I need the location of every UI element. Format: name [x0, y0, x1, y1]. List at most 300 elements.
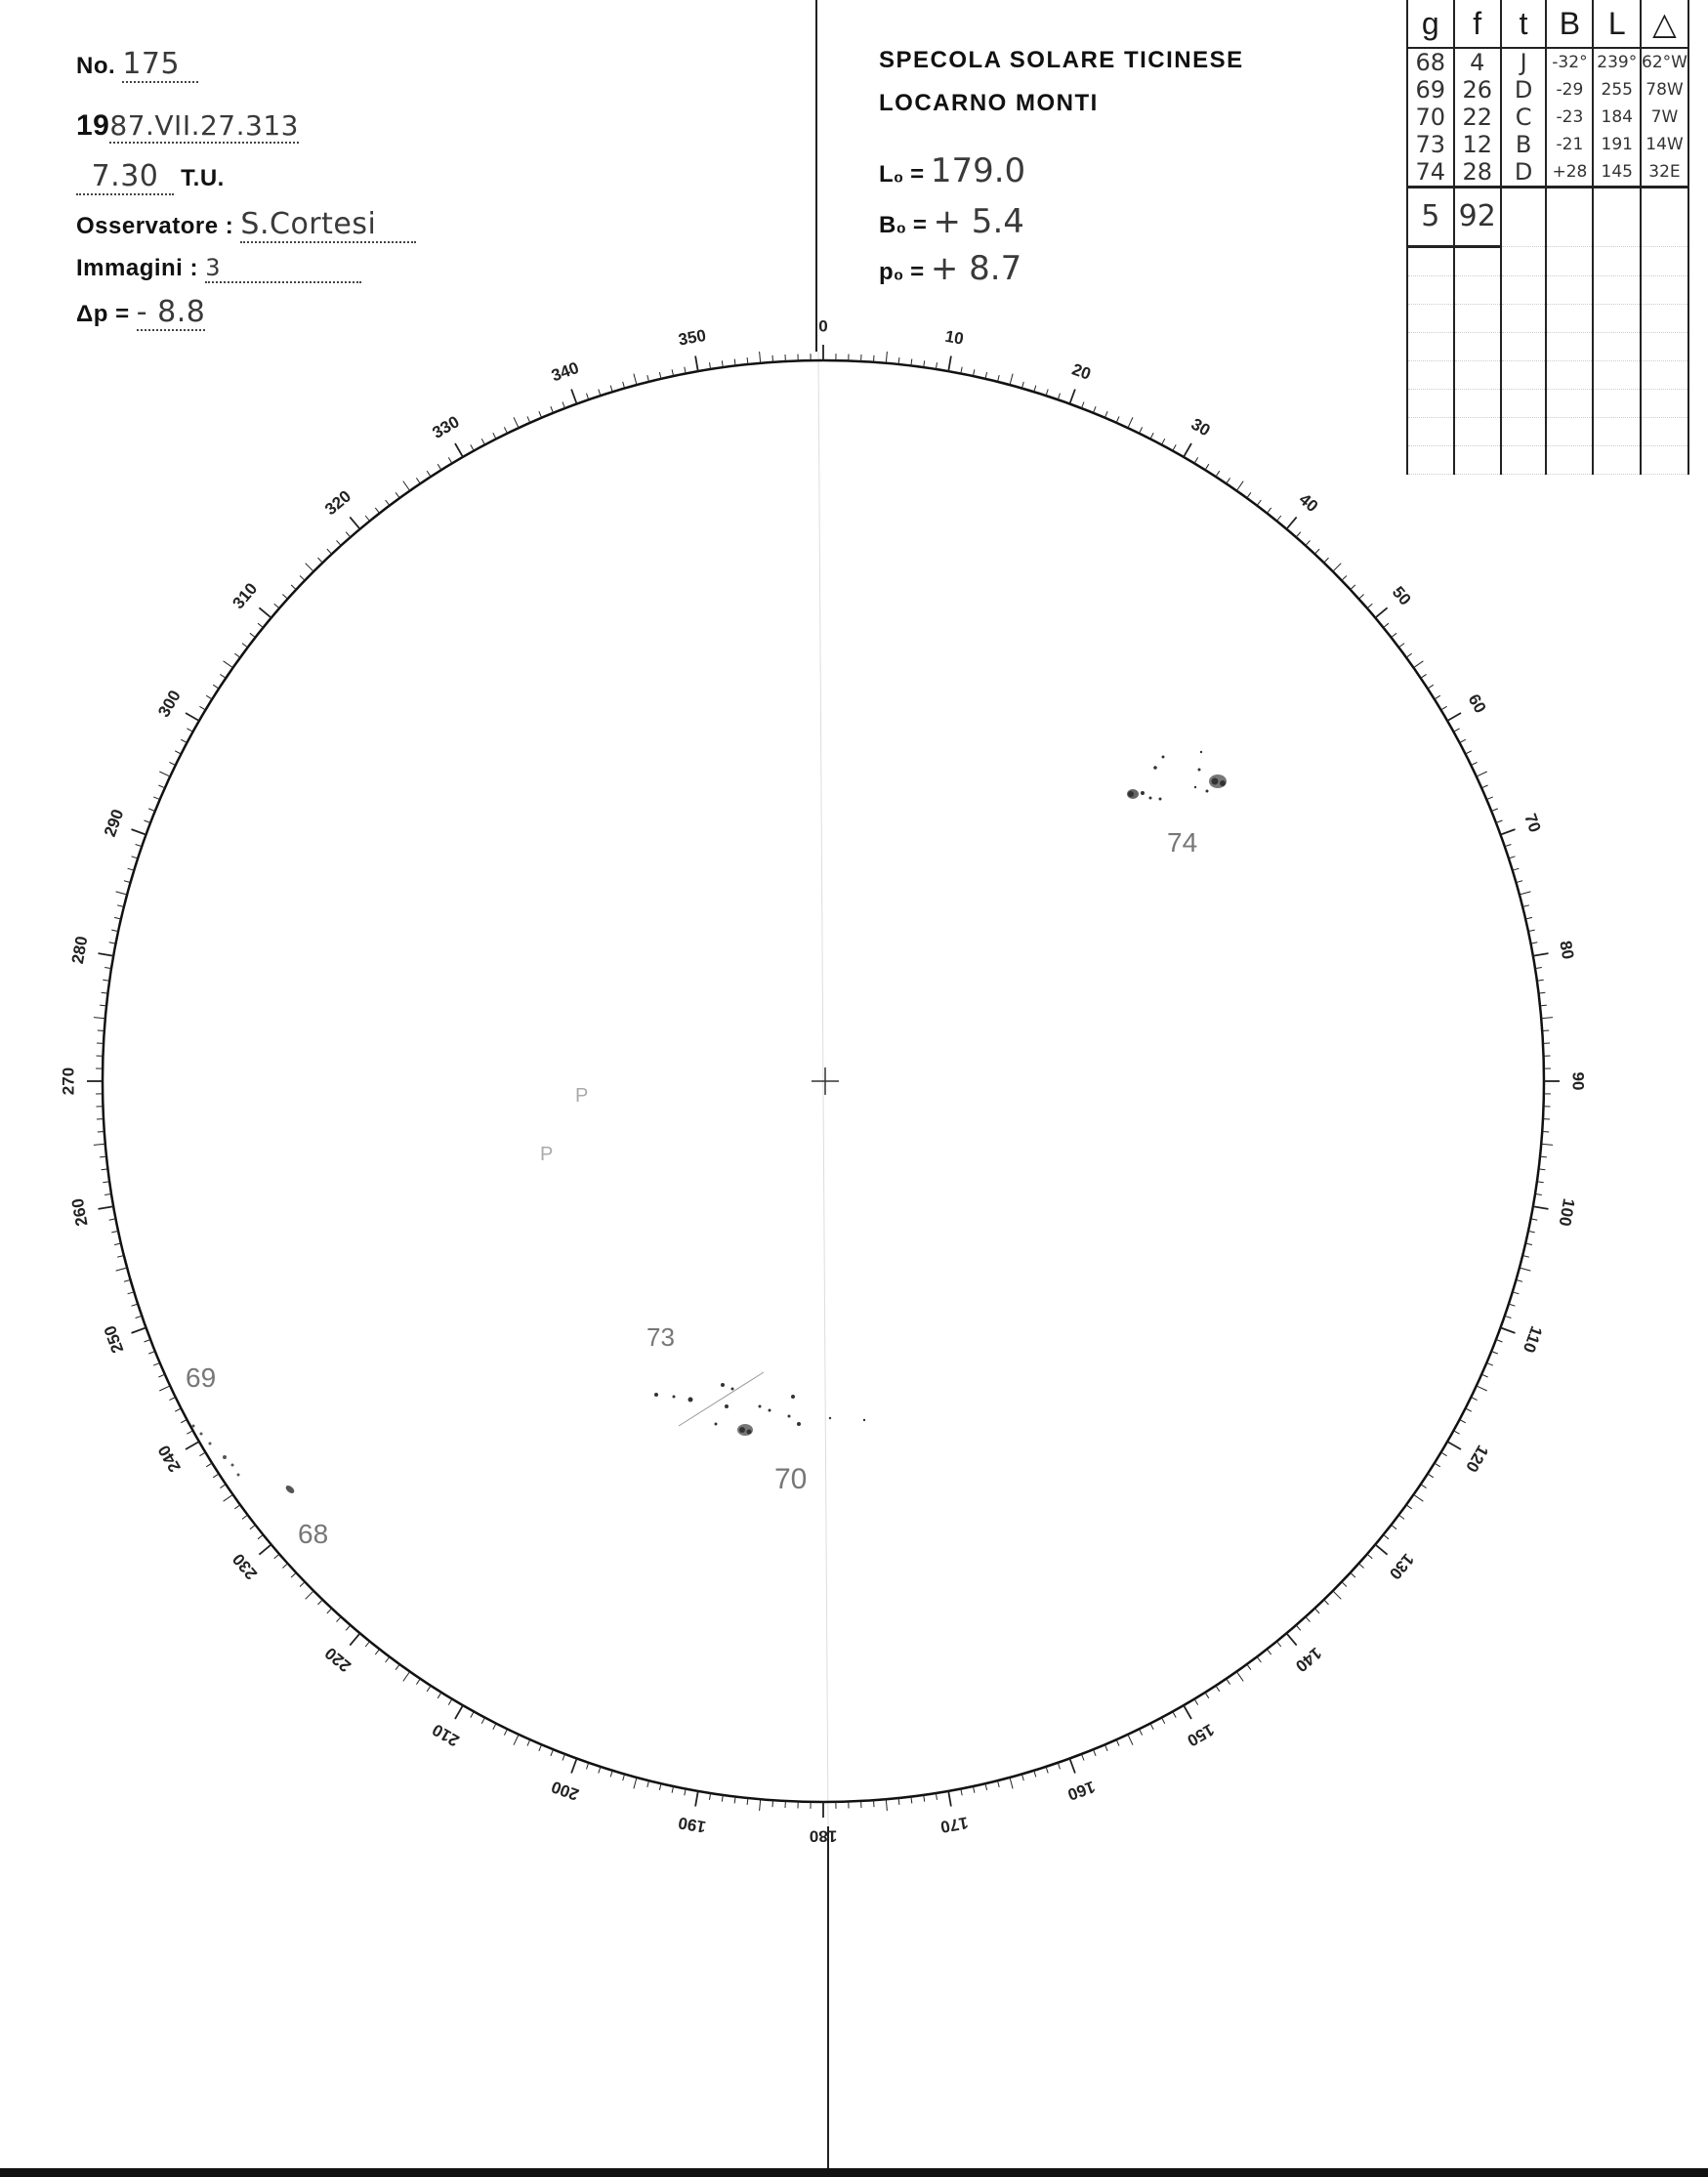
degree-tick — [169, 762, 175, 765]
degree-tick — [772, 1800, 773, 1807]
degree-tick — [1116, 416, 1119, 422]
degree-tick — [427, 471, 431, 477]
degree-tick — [448, 1699, 452, 1705]
degree-tick — [1406, 1505, 1412, 1509]
degree-tick — [760, 1799, 761, 1811]
degree-tick-label: 230 — [229, 1549, 262, 1583]
degree-tick — [1314, 1609, 1319, 1613]
degree-tick — [455, 1705, 463, 1719]
degree-tick — [551, 1749, 554, 1756]
table-cell: 145 — [1593, 158, 1640, 188]
degree-tick — [1216, 471, 1220, 477]
degree-tick — [493, 1724, 496, 1730]
degree-tick — [599, 1767, 601, 1774]
degree-tick — [1082, 402, 1085, 409]
degree-tick — [1358, 595, 1363, 600]
degree-tick-label: 90 — [1568, 1071, 1588, 1091]
sunspot-group-68 — [284, 1484, 296, 1494]
table-cell: -32° — [1546, 48, 1593, 76]
disk-center-cross — [812, 1068, 839, 1095]
table-cell: D — [1501, 158, 1547, 188]
degree-tick — [1247, 1664, 1251, 1670]
degree-tick — [145, 1340, 151, 1343]
degree-tick — [1140, 1729, 1143, 1735]
degree-tick — [504, 427, 507, 433]
degree-tick — [1306, 540, 1311, 545]
degree-tick — [132, 1304, 139, 1306]
degree-tick — [136, 1316, 143, 1318]
col-header-f: f — [1454, 0, 1501, 48]
group-label-69: 69 — [186, 1362, 217, 1393]
degree-tick — [1184, 1705, 1191, 1719]
degree-tick — [1194, 457, 1198, 463]
degree-tick-label: 290 — [100, 807, 128, 840]
degree-tick — [1466, 1408, 1472, 1411]
degree-tick-label: 350 — [677, 325, 708, 350]
degree-tick — [1058, 1763, 1060, 1770]
degree-tick — [250, 633, 256, 637]
degree-tick — [1205, 464, 1209, 470]
degree-tick — [94, 1018, 105, 1019]
degree-tick — [220, 674, 226, 678]
degree-tick — [1247, 492, 1251, 498]
degree-tick — [1104, 1744, 1107, 1751]
degree-tick-label: 180 — [809, 1826, 838, 1846]
group-label-74: 74 — [1167, 827, 1198, 858]
degree-tick — [1505, 845, 1512, 847]
degree-tick — [610, 1771, 612, 1778]
degree-tick — [306, 1591, 314, 1600]
degree-tick — [1010, 374, 1013, 386]
degree-tick — [1351, 585, 1355, 590]
degree-tick — [403, 1672, 410, 1682]
degree-tick — [181, 1420, 187, 1423]
degree-tick — [1533, 953, 1549, 956]
degree-tick — [318, 1600, 323, 1605]
degree-tick — [337, 1616, 342, 1621]
degree-tick — [1375, 607, 1387, 617]
degree-tick — [1140, 427, 1143, 433]
degree-tick — [1375, 1544, 1387, 1554]
group-label-70: 70 — [774, 1463, 808, 1495]
degree-tick — [186, 713, 199, 721]
degree-tick — [259, 607, 271, 617]
date-prefix: 19 — [76, 109, 110, 142]
degree-tick — [471, 1712, 474, 1718]
degree-tick — [1351, 1572, 1355, 1577]
degree-tick — [199, 706, 205, 710]
degree-tick — [1286, 517, 1296, 528]
table-cell: 14W — [1641, 131, 1688, 158]
delta-p-value: - 8.8 — [136, 295, 206, 329]
degree-tick — [291, 585, 296, 590]
table-cell: J — [1501, 48, 1547, 76]
degree-tick — [1094, 1749, 1097, 1756]
table-total-cell: 5 — [1407, 188, 1454, 247]
degree-tick — [1406, 653, 1412, 657]
degree-tick — [242, 644, 248, 648]
degree-tick — [187, 1431, 192, 1434]
degree-tick — [1276, 1642, 1280, 1648]
degree-tick — [318, 558, 323, 563]
delta-p-label: Δp = — [76, 301, 130, 327]
sunspot-group-70-73 — [654, 1372, 865, 1436]
degree-tick — [291, 1572, 296, 1577]
degree-tick — [1173, 444, 1176, 450]
degree-tick-label: 70 — [1521, 811, 1545, 835]
pencil-mark-p2: P — [540, 1144, 554, 1165]
degree-tick — [306, 564, 314, 572]
degree-tick — [1333, 1591, 1342, 1600]
degree-tick — [1496, 1340, 1503, 1343]
degree-tick-label: 160 — [1064, 1777, 1098, 1805]
degree-tick — [1216, 1686, 1220, 1692]
degree-tick — [493, 433, 496, 439]
degree-tick — [258, 623, 264, 627]
degree-tick — [1447, 1442, 1461, 1449]
degree-tick — [1392, 1525, 1397, 1528]
degree-tick — [158, 1374, 164, 1377]
degree-tick-label: 140 — [1291, 1643, 1325, 1676]
degree-tick — [1342, 576, 1347, 581]
degree-tick — [437, 464, 441, 470]
degree-tick — [1421, 1485, 1427, 1488]
table-cell: C — [1501, 104, 1547, 131]
degree-tick — [206, 695, 212, 699]
degree-tick — [1034, 386, 1036, 393]
degree-tick — [1358, 1564, 1363, 1569]
degree-tick — [1520, 1268, 1531, 1271]
table-cell: 191 — [1593, 131, 1640, 158]
degree-tick — [1046, 390, 1048, 397]
degree-tick — [99, 953, 114, 956]
degree-tick — [551, 406, 554, 413]
degree-tick — [98, 1132, 104, 1133]
degree-tick — [375, 1650, 379, 1655]
degree-tick — [132, 829, 146, 835]
degree-tick — [274, 604, 279, 608]
table-cell: 239° — [1593, 48, 1640, 76]
degree-tick — [213, 685, 219, 689]
degree-tick — [416, 478, 420, 483]
table-cell: D — [1501, 76, 1547, 104]
axis-faint-line — [818, 352, 828, 1826]
degree-tick — [1486, 1362, 1493, 1365]
degree-tick-label: 260 — [67, 1196, 92, 1228]
degree-tick — [396, 1664, 399, 1670]
degree-tick-label: 60 — [1464, 691, 1490, 717]
degree-tick — [206, 1463, 212, 1467]
degree-tick — [1034, 1771, 1036, 1778]
degree-tick-label: 110 — [1519, 1323, 1546, 1356]
degree-tick — [416, 1679, 420, 1685]
degree-tick — [1421, 674, 1427, 678]
P0-label: p₀ = — [879, 259, 925, 285]
degree-tick — [874, 356, 875, 362]
degree-tick — [1491, 809, 1498, 812]
degree-tick-label: 310 — [229, 579, 262, 613]
degree-tick — [1471, 762, 1477, 765]
degree-tick — [1414, 661, 1424, 668]
degree-tick — [350, 517, 359, 528]
degree-tick — [132, 1327, 146, 1333]
degree-tick — [145, 820, 151, 823]
degree-tick-label: 200 — [549, 1777, 582, 1805]
degree-tick-label: 240 — [154, 1442, 185, 1476]
degree-tick — [471, 444, 474, 450]
degree-tick — [1460, 1420, 1466, 1423]
table-cell: +28 — [1546, 158, 1593, 188]
table-cell: 22 — [1454, 104, 1501, 131]
table-cell: 70 — [1407, 104, 1454, 131]
degree-tick — [1367, 604, 1372, 608]
degree-tick — [539, 411, 542, 418]
degree-tick — [1333, 564, 1342, 572]
degree-tick — [327, 1609, 332, 1613]
degree-tick — [220, 1485, 226, 1488]
degree-tick — [514, 417, 519, 428]
degree-tick — [481, 439, 484, 444]
degree-tick — [199, 1452, 205, 1456]
degree-tick — [153, 797, 160, 800]
degree-tick-label: 340 — [549, 357, 582, 386]
degree-tick — [1481, 1374, 1487, 1377]
degree-tick — [1094, 406, 1097, 413]
degree-tick — [365, 1642, 369, 1648]
degree-tick — [1520, 892, 1531, 895]
degree-tick — [274, 1554, 279, 1559]
degree-tick-label: 320 — [321, 486, 355, 520]
images-label: Immagini : — [76, 255, 199, 281]
degree-tick — [695, 356, 698, 372]
degree-tick — [1236, 481, 1243, 491]
group-label-73: 73 — [646, 1322, 675, 1352]
degree-tick — [587, 1763, 589, 1770]
degree-tick — [1501, 1327, 1516, 1333]
degree-tick-label: 30 — [1187, 414, 1214, 440]
degree-tick — [1173, 1712, 1176, 1718]
degree-tick — [1466, 751, 1472, 754]
table-cell: 4 — [1454, 48, 1501, 76]
table-cell: 68 — [1407, 48, 1454, 76]
degree-tick-label: 270 — [59, 1067, 78, 1096]
degree-tick — [1441, 1452, 1447, 1456]
degree-tick — [1384, 1534, 1390, 1538]
degree-tick — [571, 390, 577, 404]
images-value: 3 — [205, 254, 361, 283]
degree-tick — [1541, 1018, 1553, 1019]
degree-tick — [234, 1505, 240, 1509]
degree-tick — [282, 1564, 287, 1569]
degree-tick — [181, 739, 187, 742]
observer-label: Osservatore : — [76, 213, 234, 239]
degree-tick — [224, 1494, 233, 1501]
degree-tick — [98, 1030, 104, 1031]
observer-value: S.Cortesi — [240, 207, 416, 243]
degree-tick — [1481, 785, 1487, 788]
degree-tick — [874, 1800, 875, 1807]
degree-tick — [1267, 1650, 1271, 1655]
degree-tick — [148, 1352, 155, 1355]
degree-tick — [1477, 1386, 1487, 1391]
degree-tick — [99, 1206, 114, 1209]
degree-tick — [136, 845, 143, 847]
degree-tick — [610, 386, 612, 393]
degree-tick — [1194, 1699, 1198, 1705]
degree-tick — [1513, 1292, 1520, 1294]
degree-tick — [1460, 739, 1466, 742]
degree-tick — [1342, 1582, 1347, 1587]
degree-tick — [403, 481, 410, 491]
group-label-68: 68 — [298, 1519, 329, 1549]
degree-tick — [455, 443, 463, 457]
col-header-g: g — [1407, 0, 1454, 48]
degree-tick — [1010, 1778, 1013, 1789]
degree-tick — [396, 492, 399, 498]
degree-tick-label: 130 — [1385, 1549, 1418, 1583]
degree-tick — [1533, 1206, 1549, 1209]
degree-tick — [504, 1729, 507, 1735]
degree-tick — [148, 809, 155, 812]
degree-tick — [116, 892, 128, 895]
sheet-number-value: 175 — [122, 47, 198, 83]
table-cell: 26 — [1454, 76, 1501, 104]
pencil-mark-p1: P — [575, 1085, 589, 1107]
degree-tick — [514, 1735, 519, 1745]
table-cell: -21 — [1546, 131, 1593, 158]
degree-tick — [1046, 1767, 1048, 1774]
degree-tick — [886, 1799, 887, 1811]
degree-tick — [1324, 1600, 1329, 1605]
degree-tick — [159, 1386, 170, 1391]
degree-tick — [1082, 1754, 1085, 1761]
degree-tick — [695, 1791, 698, 1807]
sheet-number-label: No. — [76, 53, 116, 79]
degree-tick — [634, 1778, 637, 1789]
degree-tick — [539, 1744, 542, 1751]
time-label: T.U. — [181, 165, 225, 191]
degree-tick — [1542, 1030, 1549, 1031]
degree-tick — [948, 1791, 951, 1807]
degree-tick-label: 210 — [429, 1720, 463, 1750]
degree-tick — [116, 1268, 128, 1271]
table-cell: 184 — [1593, 104, 1640, 131]
degree-tick — [1414, 1494, 1424, 1501]
degree-tick — [1296, 1625, 1301, 1630]
degree-tick — [1104, 411, 1107, 418]
degree-tick — [1324, 558, 1329, 563]
degree-tick — [259, 1544, 271, 1554]
degree-tick — [562, 1754, 565, 1761]
degree-tick — [234, 653, 240, 657]
degree-tick — [128, 868, 135, 870]
P0-value: + 8.7 — [930, 249, 1022, 288]
degree-tick — [94, 1144, 105, 1145]
degree-tick-label: 150 — [1184, 1720, 1218, 1750]
degree-tick-label: 280 — [67, 935, 92, 966]
degree-tick — [527, 416, 530, 422]
degree-tick-label: 40 — [1295, 489, 1322, 517]
table-cell: 32E — [1641, 158, 1688, 188]
degree-tick — [1227, 1679, 1230, 1685]
degree-tick — [1454, 729, 1460, 732]
table-cell: -29 — [1546, 76, 1593, 104]
degree-tick — [1428, 1474, 1434, 1478]
table-cell: 255 — [1593, 76, 1640, 104]
degree-tick-label: 50 — [1388, 582, 1415, 609]
degree-tick-label: 10 — [943, 326, 966, 349]
degree-tick — [562, 402, 565, 409]
degree-tick — [1162, 1718, 1165, 1724]
table-total-cell: 92 — [1454, 188, 1501, 247]
degree-tick — [1491, 1352, 1498, 1355]
degree-tick — [634, 374, 637, 386]
col-header-t: t — [1501, 0, 1547, 48]
date-value: 87.VII.27.313 — [109, 109, 299, 142]
degree-tick — [1496, 820, 1503, 823]
table-cell: 73 — [1407, 131, 1454, 158]
degree-tick — [1501, 829, 1516, 835]
degree-tick — [250, 1525, 256, 1528]
degree-tick — [132, 857, 139, 858]
degree-tick — [1398, 644, 1404, 648]
degree-tick — [175, 1408, 181, 1411]
degree-tick — [386, 1656, 390, 1662]
degree-tick — [386, 500, 390, 506]
degree-tick — [1509, 1304, 1516, 1306]
degree-tick — [1486, 797, 1493, 800]
degree-tick — [1447, 713, 1461, 721]
degree-tick — [300, 1582, 305, 1587]
degree-tick-label: 0 — [818, 316, 828, 336]
observatory-location: LOCARNO MONTI — [879, 90, 1099, 116]
sunspot-group-74 — [1127, 751, 1227, 801]
degree-tick — [437, 1693, 441, 1698]
degree-tick — [1513, 868, 1520, 870]
degree-tick — [1267, 508, 1271, 514]
L0-value: 179.0 — [930, 151, 1026, 190]
degree-tick — [1162, 439, 1165, 444]
degree-tick — [599, 390, 601, 397]
col-header-L: L — [1593, 0, 1640, 48]
degree-tick — [282, 595, 287, 600]
degree-tick — [1471, 1398, 1477, 1401]
degree-tick — [1205, 1693, 1209, 1698]
degree-tick-label: 80 — [1556, 939, 1578, 961]
degree-tick — [1150, 433, 1153, 439]
degree-tick — [1384, 623, 1390, 627]
degree-tick — [258, 1534, 264, 1538]
degree-tick — [1454, 1431, 1460, 1434]
table-cell: B — [1501, 131, 1547, 158]
degree-tick — [365, 516, 369, 522]
degree-tick-label: 220 — [321, 1643, 355, 1676]
degree-tick-label: 170 — [938, 1813, 970, 1837]
B0-label: B₀ = — [879, 212, 927, 238]
degree-tick — [481, 1718, 484, 1724]
degree-tick — [760, 352, 761, 363]
degree-tick — [1306, 1616, 1311, 1621]
table-cell: 7W — [1641, 104, 1688, 131]
table-cell: 69 — [1407, 76, 1454, 104]
degree-tick — [242, 1515, 248, 1519]
degree-tick — [300, 576, 305, 581]
degree-tick — [327, 549, 332, 554]
B0-value: + 5.4 — [933, 202, 1024, 241]
degree-tick — [1069, 390, 1075, 404]
L0-label: L₀ = — [879, 161, 925, 188]
degree-tick-label: 300 — [154, 687, 185, 721]
